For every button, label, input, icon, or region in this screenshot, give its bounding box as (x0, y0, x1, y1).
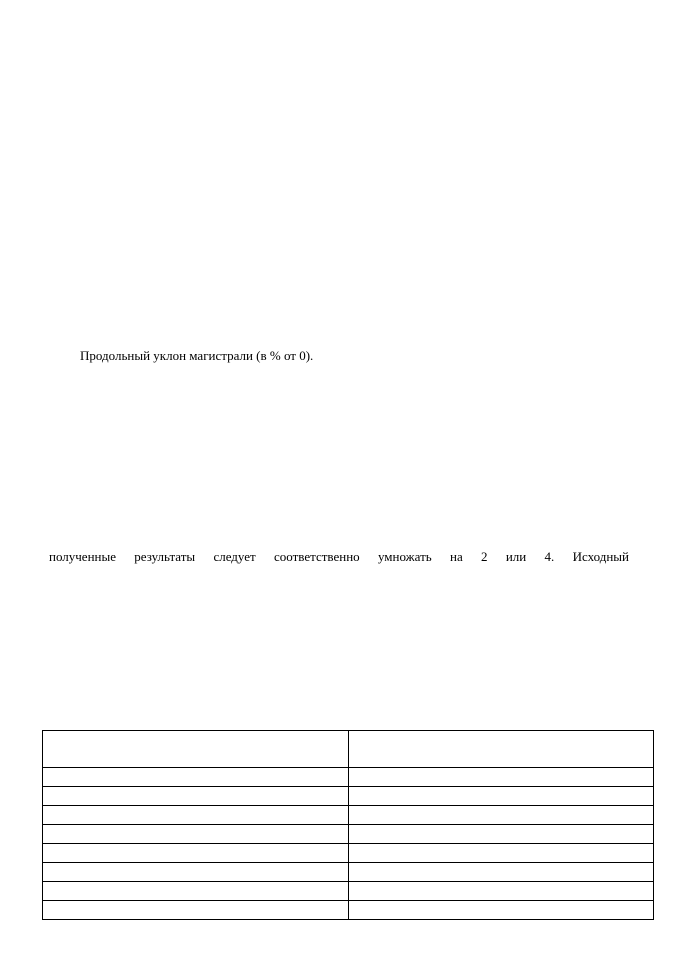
table-row (43, 844, 654, 863)
data-table (42, 730, 654, 920)
table-row (43, 787, 654, 806)
table-cell (348, 768, 654, 787)
table-header-cell (348, 731, 654, 768)
table-row (43, 806, 654, 825)
table-cell (43, 806, 349, 825)
table-cell (348, 863, 654, 882)
table-cell (43, 901, 349, 920)
table-row (43, 768, 654, 787)
table-cell (43, 768, 349, 787)
paragraph-slope: Продольный уклон магистрали (в % от 0). (80, 348, 314, 363)
table-cell (348, 806, 654, 825)
paragraph-results: полученные результаты следует соответственно умножать на 2 или 4. Исходный (49, 549, 629, 564)
table-cell (348, 882, 654, 901)
table-cell (348, 787, 654, 806)
table-cell (43, 825, 349, 844)
table-header-row (43, 731, 654, 768)
table-cell (348, 901, 654, 920)
table-row (43, 882, 654, 901)
table-cell (348, 825, 654, 844)
table-cell (43, 787, 349, 806)
table-row (43, 825, 654, 844)
table-cell (43, 882, 349, 901)
table-cell (348, 844, 654, 863)
table-cell (43, 863, 349, 882)
table-row (43, 901, 654, 920)
table-row (43, 863, 654, 882)
table-header-cell (43, 731, 349, 768)
table-cell (43, 844, 349, 863)
